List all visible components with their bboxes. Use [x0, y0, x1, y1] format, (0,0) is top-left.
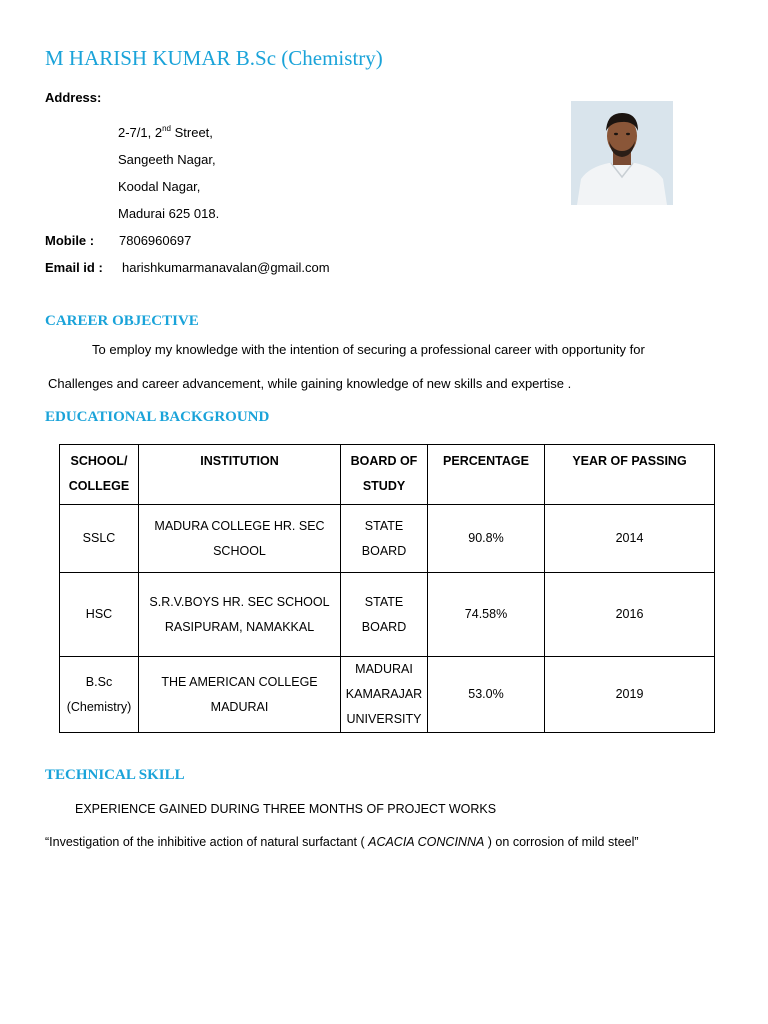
- email-value: harishkumarmanavalan@gmail.com: [122, 260, 330, 275]
- technical-skill-heading: TECHNICAL SKILL: [45, 767, 185, 783]
- cell-board: STATE BOARD: [341, 505, 428, 573]
- cell-institution: MADURA COLLEGE HR. SEC SCHOOL: [139, 505, 341, 573]
- col-header-percentage: PERCENTAGE: [428, 445, 545, 505]
- cell-school: SSLC: [60, 505, 139, 573]
- table-row: [60, 657, 715, 733]
- cell-year: 2016: [545, 573, 715, 657]
- col-header-school: SCHOOL/ COLLEGE: [60, 445, 139, 505]
- career-objective-line-1: To employ my knowledge with the intention of securing a professional career with opportunity for: [92, 342, 645, 357]
- cell-institution: S.R.V.BOYS HR. SEC SCHOOL RASIPURAM, NAMAKKAL: [139, 573, 341, 657]
- table-row: [60, 505, 715, 573]
- mobile-label: Mobile :: [45, 233, 95, 248]
- cell-percentage: 53.0%: [428, 657, 545, 733]
- cell-institution: THE AMERICAN COLLEGE MADURAI: [139, 657, 341, 733]
- profile-photo-image: [571, 101, 673, 205]
- cell-percentage: 74.58%: [428, 573, 545, 657]
- address-line-4: Madurai 625 018.: [118, 206, 220, 221]
- cell-percentage: 90.8%: [428, 505, 545, 573]
- career-objective-line-2: Challenges and career advancement, while gaining knowledge of new skills and expertise .: [48, 376, 572, 391]
- cell-school: HSC: [60, 573, 139, 657]
- education-heading: EDUCATIONAL BACKGROUND: [45, 409, 270, 425]
- resume-name: M HARISH KUMAR B.Sc (Chemistry): [45, 46, 383, 70]
- cell-year: 2014: [545, 505, 715, 573]
- education-header-row: [60, 445, 715, 505]
- email-label: Email id :: [45, 260, 103, 275]
- address-line-2: Sangeeth Nagar,: [118, 152, 216, 167]
- cell-board: MADURAI KAMARAJAR UNIVERSITY: [341, 657, 428, 733]
- cell-board: STATE BOARD: [341, 573, 428, 657]
- experience-text: EXPERIENCE GAINED DURING THREE MONTHS OF PROJECT WORKS: [75, 802, 497, 816]
- cell-year: 2019: [545, 657, 715, 733]
- col-header-institution: INSTITUTION: [139, 445, 341, 505]
- table-row: [60, 573, 715, 657]
- address-line-1: 2-7/1, 2nd Street,: [118, 123, 213, 140]
- career-objective-heading: CAREER OBJECTIVE: [45, 313, 199, 329]
- col-header-board: BOARD OF STUDY: [341, 445, 428, 505]
- education-table: [59, 444, 715, 733]
- col-header-year: YEAR OF PASSING: [545, 445, 715, 505]
- address-line-3: Koodal Nagar,: [118, 179, 201, 194]
- address-label: Address:: [45, 90, 102, 105]
- project-title: “Investigation of the inhibitive action of natural surfactant ( ACACIA CONCINNA ) on corrosion of mild steel”: [45, 835, 639, 849]
- cell-school: B.Sc (Chemistry): [60, 657, 139, 733]
- mobile-value: 7806960697: [119, 233, 192, 248]
- profile-photo: [571, 101, 673, 205]
